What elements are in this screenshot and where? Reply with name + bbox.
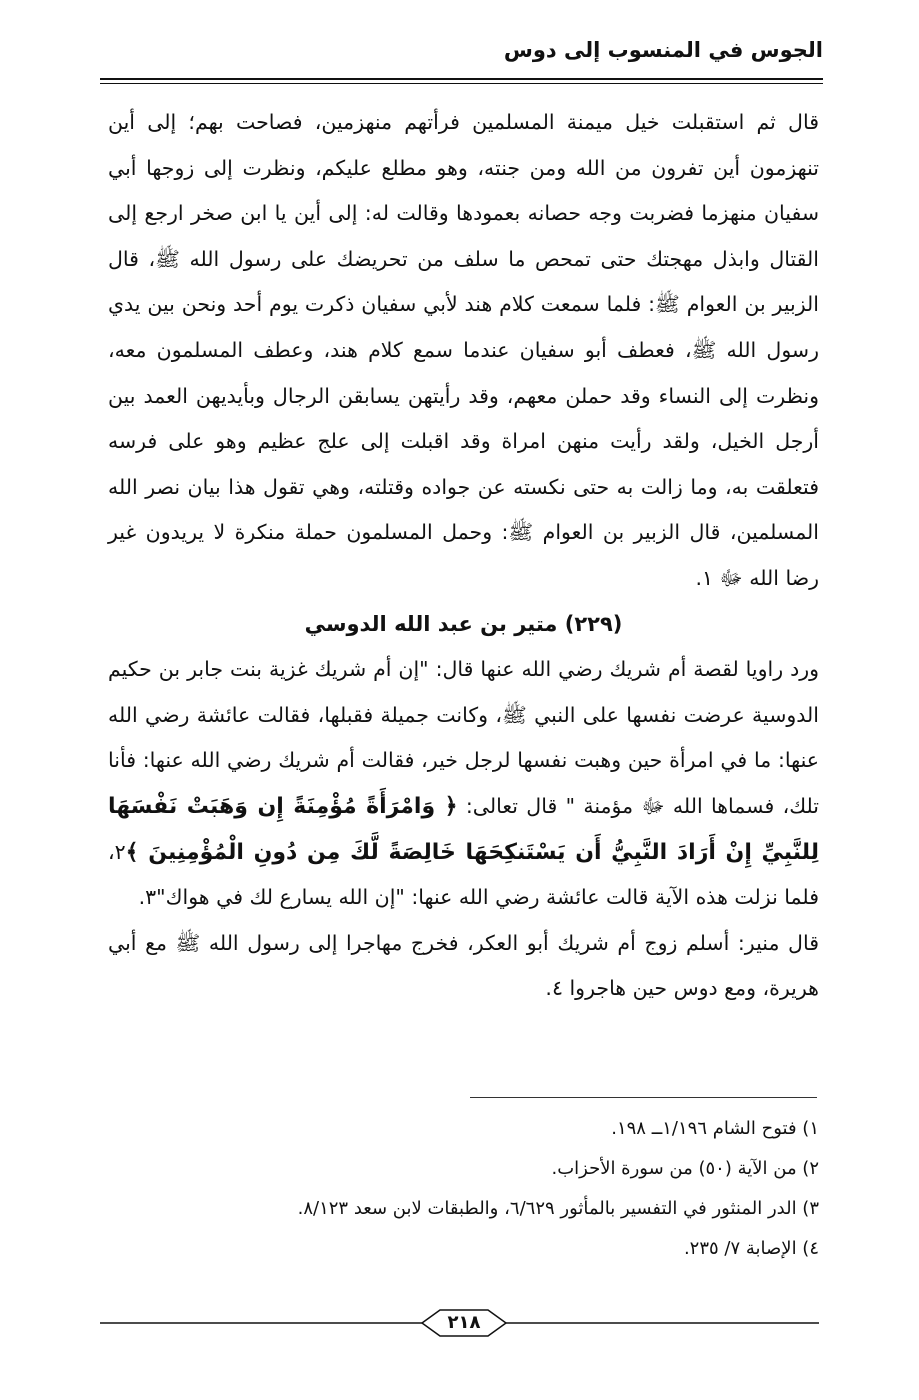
paragraph-2 — [108, 647, 819, 921]
main-text — [108, 100, 819, 1012]
footnote-4: ٤) الإصابة ٧/ ٢٣٥. — [683, 1238, 819, 1259]
paragraph-2-text: ورد راويا لقصة أم شريك رضي الله عنها قال: "إن أم شريك غزية بنت جابر بن حكيم الدوسية عرضت نفسها على النبي ﷺ، وكانت جميلة فقبلها، فقالت عائشة رضي الله عنها: ما في امرأة حين وهبت نفسها لرجل خير، فقالت أم شريك رضي الله عنها: فأنا تلك، فسماها الله ﷻ مؤمنة " قال تعالى: — [108, 657, 819, 818]
quran-verse: ﴿ وَامْرَأَةً مُؤْمِنَةً إِن وَهَبَتْ نَفْسَهَا لِلنَّبِيِّ إِنْ أَرَادَ النَّبِيُّ أَن يَسْتَنكِحَهَا خَالِصَةً لَّكَ مِن دُونِ الْمُؤْمِنِينَ ﴾ — [108, 793, 819, 865]
footnote-rule — [470, 1097, 817, 1098]
footnote-3: ٣) الدر المنثور في التفسير بالمأثور ٦/٦٢٩، والطبقات لابن سعد ٨/١٢٣. — [297, 1198, 819, 1219]
section-heading: (٢٢٩) متير بن عبد الله الدوسي — [304, 611, 623, 636]
paragraph-2-tail: ٢، فلما نزلت هذه الآية قالت عائشة رضي الله عنها: "إن الله يسارع لك في هواك"٣. — [108, 839, 819, 910]
paragraph-1: قال ثم استقبلت خيل ميمنة المسلمين فرأتهم منهزمين، فصاحت بهم؛ إلى أين تنهزمون أين تفرون من الله ومن جنته، وهو مطلع عليكم، ونظرت إلى زوجها أبي سفيان منهزما فضربت وجه حصانه بعمودها وقالت له: إلى أين يا ابن صخر ارجع إلى القتال وابذل مهجتك حتى تمحص ما سلف من تحريضك على رسول الله ﷺ، قال الزبير بن العوام ﷺ: فلما سمعت كلام هند لأبي سفيان ذكرت يوم أحد ونحن بين يدي رسول الله ﷺ، فعطف أبو سفيان عندما سمع كلام هند، وعطف المسلمون معه، ونظرت إلى النساء وقد حملن معهم، وقد رأيتهن يسابقن الرجال وبأيديهن العمد بين أرجل الخيل، ولقد رأيت منهن امراة وقد اقبلت إلى علج عظيم وهو على فرسه فتعلقت به، وما زالت به حتى نكسته عن جواده وقتلته، وهي تقول هذا بيان نصر الله المسلمين، قال الزبير بن العوام ﷺ: وحمل المسلمون حملة منكرة لا يريدون غير رضا الله ﷻ ١. — [108, 110, 819, 590]
paragraph-3: قال منير: أسلم زوج أم شريك أبو العكر، فخرج مهاجرا إلى رسول الله ﷺ مع أبي هريرة، ومع دوس حين هاجروا ٤. — [108, 930, 819, 1001]
header-rule — [100, 78, 823, 84]
footnote-1: ١) فتوح الشام ١/١٩٦ــ ١٩٨. — [611, 1118, 819, 1139]
footnotes — [108, 1109, 819, 1269]
page-number: ٢١٨ — [447, 1312, 481, 1333]
running-title: الجوس في المنسوب إلى دوس — [503, 38, 823, 62]
footnote-2: ٢) من الآية (٥٠) من سورة الأحزاب. — [551, 1158, 819, 1179]
